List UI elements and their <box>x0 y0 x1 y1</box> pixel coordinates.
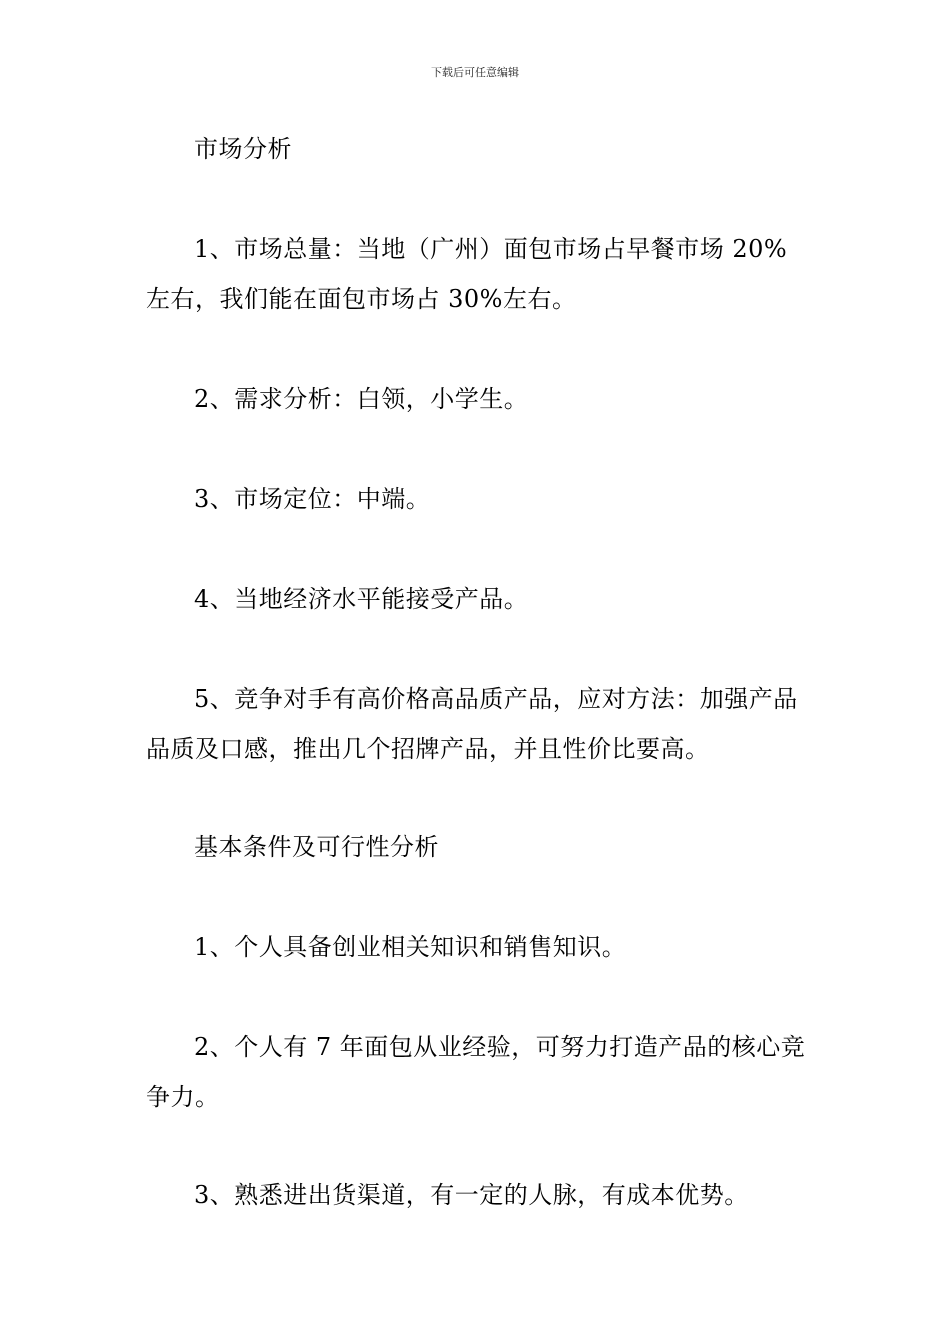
market-item-1: 1、市场总量：当地（广州）面包市场占早餐市场 20%左右，我们能在面包市场占 30%左右。 <box>146 235 788 313</box>
market-item-3: 3、市场定位：中端。 <box>194 485 431 513</box>
basic-item-2: 2、个人有 7 年面包从业经验，可努力打造产品的核心竞争力。 <box>146 1033 806 1111</box>
page-header-note: 下载后可任意编辑 <box>431 66 519 79</box>
heading-market-analysis: 市场分析 <box>194 135 292 163</box>
market-item-5: 5、竞争对手有高价格高品质产品，应对方法：加强产品品质及口感，推出几个招牌产品，并且性价比要高。 <box>146 685 798 763</box>
basic-item-3: 3、熟悉进出货渠道，有一定的人脉，有成本优势。 <box>194 1181 749 1209</box>
heading-basic-conditions: 基本条件及可行性分析 <box>194 833 439 861</box>
market-item-4: 4、当地经济水平能接受产品。 <box>194 585 529 613</box>
market-item-2: 2、需求分析：白领，小学生。 <box>194 385 529 413</box>
basic-item-1: 1、个人具备创业相关知识和销售知识。 <box>194 933 627 961</box>
